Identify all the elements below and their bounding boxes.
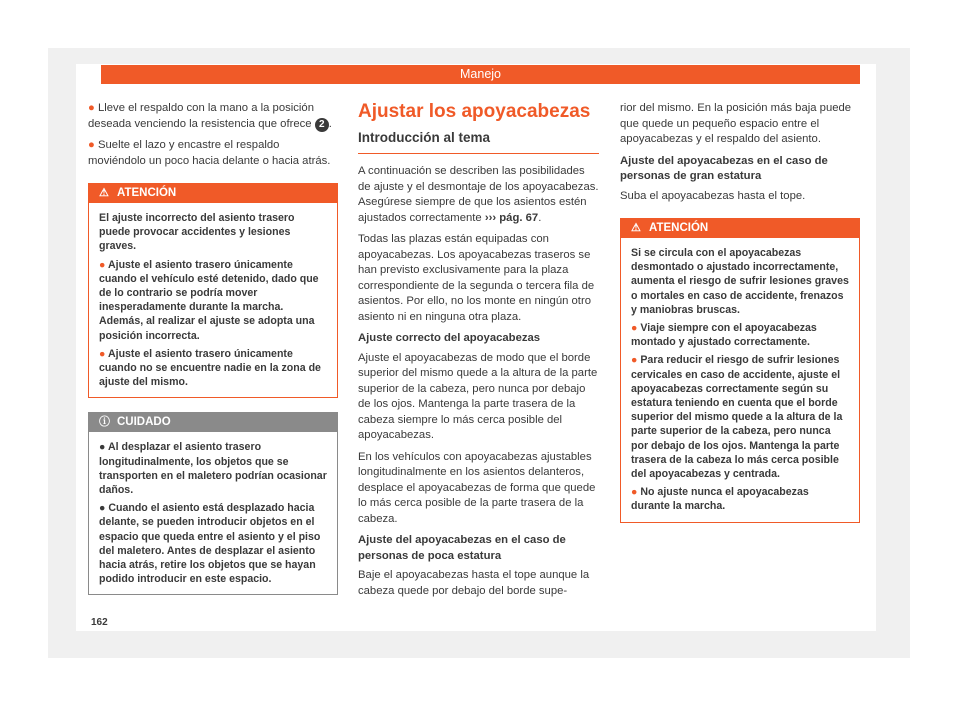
instruction-step: ● Lleve el respaldo con la mano a la posición deseada venciendo la resistencia que ofrece 2 . — [88, 102, 332, 130]
warning-intro: El ajuste incorrecto del asiento trasero puede provocar accidentes y lesiones graves. — [99, 212, 295, 253]
paragraph: En los vehículos con apoyacabezas ajustables longitudinalmente en los asientos delanteros, desplace el apoyacabezas de forma que quede lo más cerca posible de la parte trasera de la cabeza. — [358, 450, 596, 525]
warning-item: ● Ajuste el asiento trasero únicamente cuando no se encuentre nadie en la zona de ajuste del mismo. — [99, 347, 321, 389]
bullet-icon: ● — [99, 347, 106, 360]
section-title: Ajustar los apoyacabezas — [358, 101, 591, 122]
warning-header: ⚠ ATENCIÓN — [621, 219, 859, 238]
paragraph: Suba el apoyacabezas hasta el tope. — [620, 189, 806, 202]
caution-body — [89, 432, 337, 594]
paragraph: Ajuste el apoyacabezas de modo que el borde superior del mismo quede a la altura de la parte superior de la cabeza, pero nunca por debajo de los ojos. Mantenga la parte trasera de la cabeza siempre lo más cerca posible del apoyacabezas. — [358, 351, 598, 441]
caution-header: ⓘ CUIDADO — [89, 413, 337, 432]
page-number: 162 — [91, 617, 108, 628]
column-right — [620, 101, 860, 523]
page-reference-link[interactable]: ››› pág. 67 — [484, 211, 539, 224]
warning-body — [89, 203, 337, 397]
warning-triangle-icon: ⚠ — [99, 187, 109, 199]
bullet-icon: ● — [88, 139, 95, 151]
warning-body — [621, 238, 859, 522]
caution-box — [88, 412, 338, 595]
caution-item: ● Cuando el asiento está desplazado hacia delante, se pueden introducir objetos en el espacio que queda entre el asiento y el piso del maletero. Antes de desplazar el asiento hacia atrás, retire los objetos que se hayan podido introducir en este espacio. — [99, 502, 321, 586]
warning-item: ● Para reducir el riesgo de sufrir lesiones cervicales en caso de accidente, ajuste el apoyacabezas correctamente según su estatura teniendo en cuenta que el borde superior del mismo quede a la altura de la parte superior de la cabeza, pero nunca por debajo de los ojos. Mantenga la parte trasera de la cabeza lo más cerca posible del apoyacabezas y centrada. — [631, 354, 843, 481]
bullet-icon: ● — [88, 102, 95, 114]
paragraph: A continuación se describen las posibilidades de ajuste y el desmontaje de los apoyacabezas. Asegúrese siempre de que los asientos estén ajustados correctamente ››› pág. 67. — [358, 165, 599, 224]
bullet-icon: ● — [631, 486, 638, 499]
paragraph: rior del mismo. En la posición más baja puede que quede un pequeño espacio entre el apoyacabezas y el respaldo del asiento. — [620, 102, 852, 145]
warning-item: ● Ajuste el asiento trasero únicamente cuando el vehículo esté detenido, dado que de lo contrario se podría mover inesperadamente durante la marcha. Además, al realizar el ajuste se adopta una posición incorrecta. — [99, 258, 319, 342]
warning-intro: Si se circula con el apoyacabezas desmontado o ajustado incorrectamente, aumenta el riesgo de sufrir lesiones graves o mortales en caso de accidente, frenazos y maniobras bruscas. — [631, 247, 849, 316]
bullet-icon: ● — [99, 258, 106, 271]
instruction-step: ● Suelte el lazo y encastre el respaldo moviéndolo un poco hacia delante o hacia atrás. — [88, 139, 331, 167]
caution-item: ● Al desplazar el asiento trasero longitudinalmente, los objetos que se transporten en el maletero podrían ocasionar daños. — [99, 441, 327, 497]
subheading: Ajuste correcto del apoyacabezas — [358, 332, 541, 344]
warning-header: ⚠ ATENCIÓN — [89, 184, 337, 203]
warning-item: ● No ajuste nunca el apoyacabezas durante la marcha. — [631, 486, 809, 513]
column-middle — [358, 101, 599, 605]
warning-item: ● Viaje siempre con el apoyacabezas montado y ajustado correctamente. — [631, 322, 817, 349]
column-left — [88, 101, 338, 595]
section-header: Manejo — [101, 65, 860, 84]
warning-box — [88, 183, 338, 398]
info-circle-icon: ⓘ — [99, 416, 110, 429]
warning-triangle-icon: ⚠ — [631, 222, 641, 234]
subheading: Ajuste del apoyacabezas en el caso de personas de poca estatura — [358, 534, 566, 562]
subheading: Ajuste del apoyacabezas en el caso de personas de gran estatura — [620, 154, 828, 182]
paragraph: Baje el apoyacabezas hasta el tope aunque la cabeza quede por debajo del borde supe- — [358, 569, 590, 597]
figure-callout-number: 2 — [315, 118, 329, 132]
subsection-title: Introducción al tema — [358, 129, 599, 154]
bullet-icon: ● — [631, 322, 638, 335]
warning-box — [620, 218, 860, 523]
paragraph: Todas las plazas están equipadas con apoyacabezas. Los apoyacabezas traseros se han previsto exclusivamente para la plaza correspondiente de la segunda o tercera fila de asientos. Por ello, no los monte en ningún otro asiento ni en ninguna otra plaza. — [358, 233, 595, 323]
bullet-icon: ● — [631, 354, 638, 367]
